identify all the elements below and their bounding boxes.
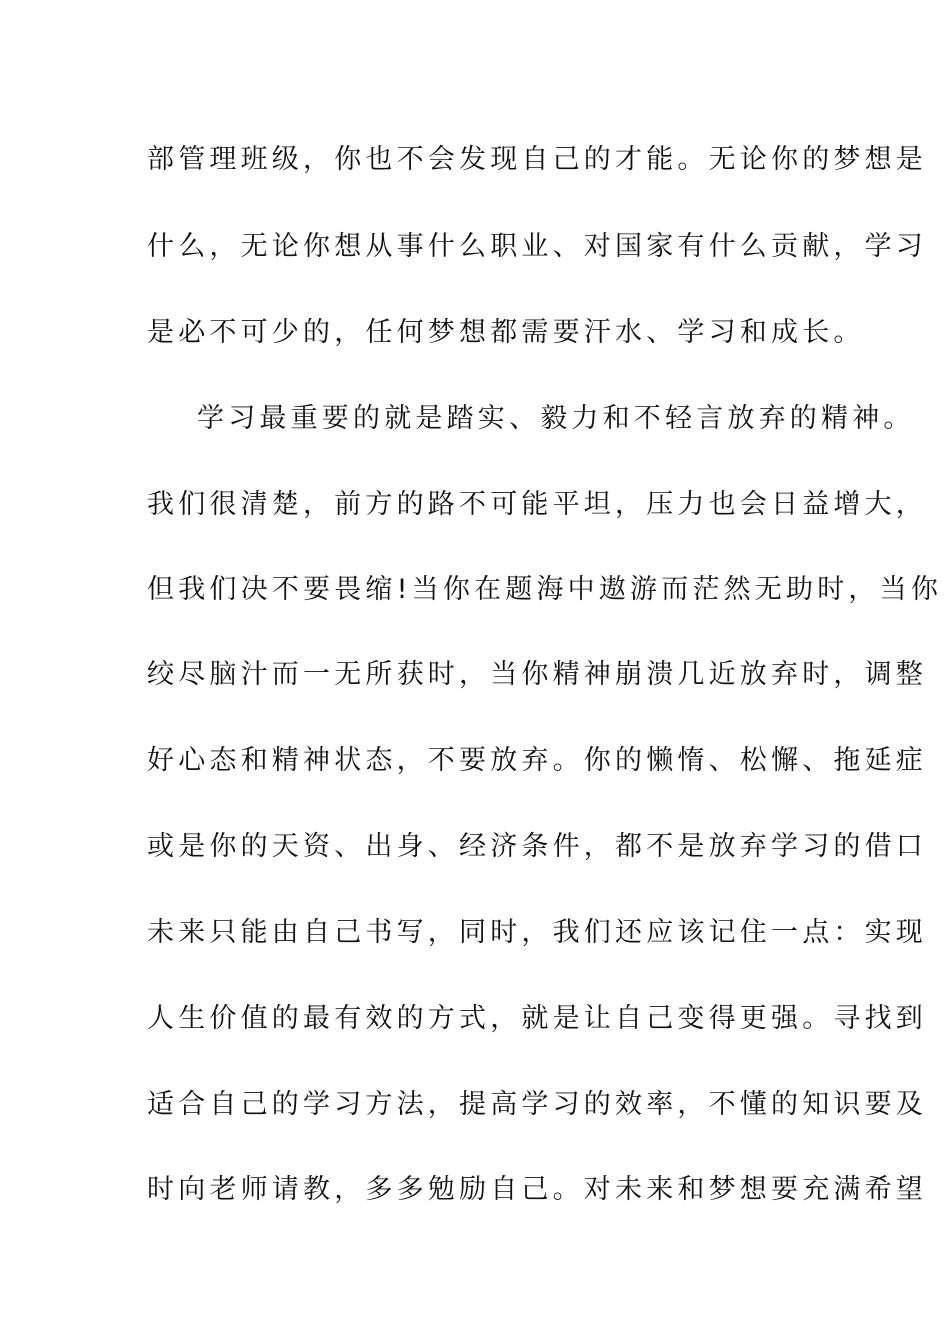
paragraph-first-line: 学习最重要的就是踏实、毅力和不轻言放弃的精神。	[197, 403, 915, 434]
text-line: 时向老师请教，多多勉励自己。对未来和梦想要充满希望	[147, 1174, 927, 1205]
text-line: 部管理班级，你也不会发现自己的才能。无论你的梦想是	[147, 144, 927, 175]
text-line: 是必不可少的，任何梦想都需要汗水、学习和成长。	[147, 317, 865, 348]
text-line: 人生价值的最有效的方式，就是让自己变得更强。寻找到	[147, 1003, 927, 1034]
text-line: 但我们决不要畏缩!当你在题海中遨游而茫然无助时，当你	[147, 574, 943, 605]
text-line: 什么，无论你想从事什么职业、对国家有什么贡献，学习	[147, 231, 927, 262]
text-line: 适合自己的学习方法，提高学习的效率，不懂的知识要及	[147, 1089, 927, 1120]
text-line: 未来只能由自己书写，同时，我们还应该记住一点：实现	[147, 917, 927, 948]
text-line: 绞尽脑汁而一无所获时，当你精神崩溃几近放弃时，调整	[147, 659, 927, 690]
text-line: 或是你的天资、出身、经济条件，都不是放弃学习的借口	[147, 831, 927, 862]
text-line: 好心态和精神状态，不要放弃。你的懒惰、松懈、拖延症	[147, 745, 927, 776]
text-line: 我们很清楚，前方的路不可能平坦，压力也会日益增大，	[147, 489, 927, 520]
